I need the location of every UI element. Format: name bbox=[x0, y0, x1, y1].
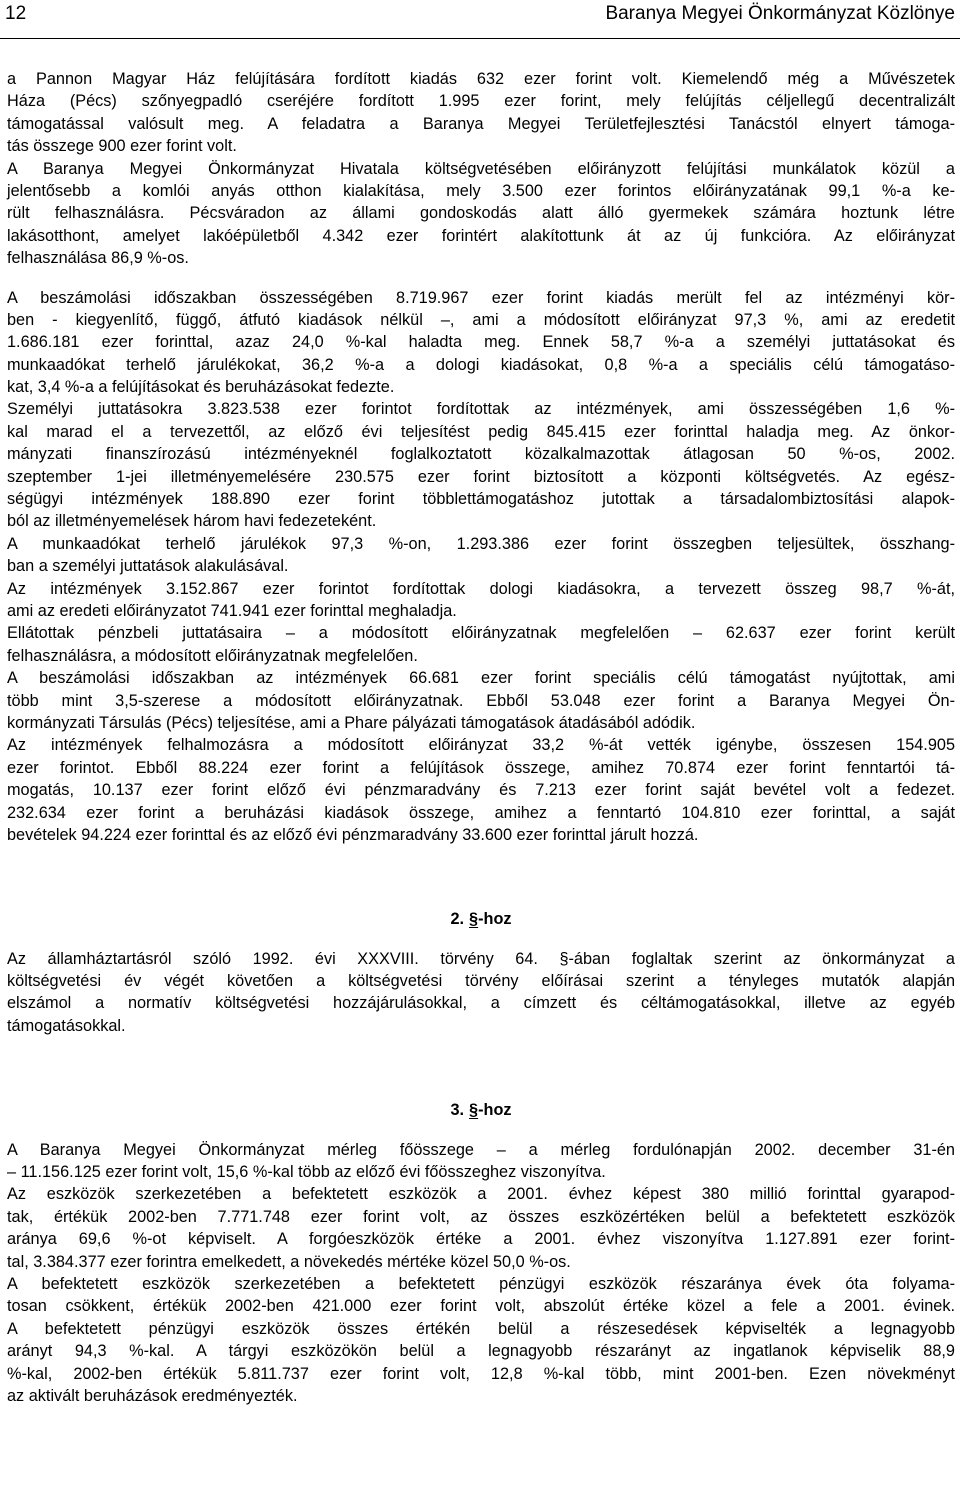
text-line: a Pannon Magyar Ház felújítására fordított kiadás 632 ezer forint volt. Kiemelendő még a Művészetek bbox=[7, 70, 955, 88]
text-line: ból az illetményemelések három havi fedezeteként. bbox=[7, 512, 377, 531]
text-line: bevételek 94.224 ezer forinttal és az előző évi pénzmaradvány 33.600 ezer forinttal járult hozzá. bbox=[7, 825, 699, 844]
section-heading bbox=[7, 908, 955, 930]
text-line: jelentősebb a komlói anyás otthon kialakítása, mely 3.500 ezer forintos előirányzatának 99,1 %-a ke- bbox=[7, 181, 955, 200]
page-number: 12 bbox=[5, 3, 27, 24]
text-line: Ellátottak pénzbeli juttatásaira – a módosított előirányzatnak megfelelően – 62.637 ezer forint került bbox=[7, 624, 955, 643]
text-line: munkaadókat terhelő járulékokat, 36,2 %-a a dologi kiadásokat, 0,8 %-a a speciális célú támogatáso- bbox=[7, 355, 955, 374]
text-line: az aktivált beruházások eredményezték. bbox=[7, 1386, 298, 1405]
paragraph bbox=[7, 287, 955, 847]
section-label: §-hoz bbox=[469, 910, 512, 929]
paragraph-spacer bbox=[7, 270, 955, 287]
text-line: tás összege 900 ezer forint volt. bbox=[7, 137, 237, 156]
text-line: Háza (Pécs) szőnyegpadló cseréjére fordított 1.995 ezer forint, mely felújítás céljellegű decentralizált bbox=[7, 92, 955, 111]
paragraph bbox=[7, 1139, 955, 1408]
paragraph-spacer bbox=[7, 931, 955, 948]
paragraph-spacer bbox=[7, 1122, 955, 1139]
document-body bbox=[7, 68, 955, 1407]
paragraph bbox=[7, 948, 955, 1038]
text-line: kat, 3,4 %-a a felújításokat és beruházásokat fedezte. bbox=[7, 378, 395, 397]
text-line: A beszámolási időszakban az intézmények 66.681 ezer forint speciális célú támogatást nyújtottak, ami bbox=[7, 669, 955, 688]
text-line: A befektetett pénzügyi eszközök összes értékén belül a részesedések képviselték a legnagyobb bbox=[7, 1319, 955, 1338]
section-spacer bbox=[7, 1037, 955, 1099]
text-line: – 11.156.125 ezer forint volt, 15,6 %-kal több az előző évi főösszeghez viszonyítva. bbox=[7, 1163, 606, 1182]
text-line: kormányzati Társulás (Pécs) teljesítése, ami a Phare pályázati támogatások átadásából adódik. bbox=[7, 713, 696, 732]
text-line: elszámol a normatív költségvetési hozzájárulásokkal, a címzett és céltámogatásokkal, illetve az egyéb bbox=[7, 994, 955, 1013]
text-line: mányzati finanszírozású intézményeknél foglalkoztatott közalkalmazottak átlagosan 50 %-os, 2002. bbox=[7, 445, 955, 464]
section-number: 3. bbox=[450, 1101, 465, 1120]
text-line: támogatásokkal. bbox=[7, 1016, 126, 1035]
text-line: 232.634 ezer forint a beruházási kiadások összege, amihez a fenntartó 104.810 ezer forinttal, a saját bbox=[7, 803, 955, 822]
text-line: felhasználása 86,9 %-os. bbox=[7, 249, 189, 268]
text-line: lakásotthont, amelyet lakóépületből 4.342 ezer forintért alakítottunk át az új funkcióra. Az előirányzat bbox=[7, 226, 955, 245]
section-spacer bbox=[7, 846, 955, 908]
text-line: szeptember 1-jei illetményemelésére 230.575 ezer forint biztosított a központi költségvetés. Az egész- bbox=[7, 467, 955, 486]
text-line: 1.686.181 ezer forinttal, azaz 24,0 %-kal haladta meg. Ennek 58,7 %-a a személyi juttatásokat és bbox=[7, 333, 955, 352]
text-line: tal, 3.384.377 ezer forintra emelkedett, a növekedés mértéke közel 50,0 %-os. bbox=[7, 1252, 571, 1271]
text-line: Személyi juttatásokra 3.823.538 ezer forintot fordítottak az intézmények, ami összességében 1,6 %- bbox=[7, 400, 955, 419]
text-line: Az államháztartásról szóló 1992. évi XXXVIII. törvény 64. §-ában foglaltak szerint az önkormányzat a bbox=[7, 949, 955, 968]
section-label: §-hoz bbox=[469, 1101, 512, 1120]
publication-title: Baranya Megyei Önkormányzat Közlönye bbox=[605, 3, 955, 24]
text-line: Az intézmények 3.152.867 ezer forintot fordítottak dologi kiadásokra, a tervezett összeg 98,7 %-át, bbox=[7, 579, 955, 598]
text-line: mogatás, 10.137 ezer forint előző évi pénzmaradvány és 7.213 ezer forint saját bevétel volt a fedezet. bbox=[7, 781, 955, 800]
text-line: aránya 69,6 %-ot képviselt. A forgóeszközök értéke a 2001. évhez viszonyítva 1.127.891 ezer forint- bbox=[7, 1230, 955, 1249]
text-line: A Baranya Megyei Önkormányzat Hivatala költségvetésében előirányzott felújítási munkálatok közül a bbox=[7, 159, 955, 178]
section-number: 2. bbox=[450, 910, 465, 929]
text-line: arányt 94,3 %-kal. A tárgyi eszközökön belül a legnagyobb részarányt az ingatlanok képviselik 88,9 bbox=[7, 1342, 955, 1361]
text-line: ben - kiegyenlítő, függő, átfutó kiadások nélkül –, ami a módosított előirányzat 97,3 %, ami az eredetit bbox=[7, 310, 955, 329]
text-line: tak, értékük 2002-ben 7.771.748 ezer forint volt, az összes eszközértéken belül a befektetett eszközök bbox=[7, 1207, 955, 1226]
text-line: kal marad el a tervezettől, az előző évi teljesítést pedig 845.415 ezer forinttal haladja meg. Az önkor- bbox=[7, 422, 955, 441]
text-line: A munkaadókat terhelő járulékok 97,3 %-on, 1.293.386 ezer forint összegben teljesültek, összhang- bbox=[7, 534, 955, 553]
text-line: Az eszközök szerkezetében a befektetett eszközök a 2001. évhez képest 380 millió forinttal gyarapod- bbox=[7, 1185, 955, 1204]
text-line: Az intézmények felhalmozásra a módosított előirányzat 33,2 %-át vették igénybe, összesen 154.905 bbox=[7, 736, 955, 755]
text-line: A Baranya Megyei Önkormányzat mérleg főösszege – a mérleg fordulónapján 2002. december 31-én bbox=[7, 1140, 955, 1159]
text-line: támogatással valósult meg. A feladatra a Baranya Megyei Területfejlesztési Tanácstól elnyert támoga- bbox=[7, 114, 955, 133]
text-line: rült felhasználásra. Pécsváradon az állami gondoskodás alatt álló gyermekek számára hoztunk létre bbox=[7, 204, 955, 223]
text-line: A beszámolási időszakban összességében 8.719.967 ezer forint kiadás merült fel az intézményi kör- bbox=[7, 288, 955, 307]
paragraph bbox=[7, 68, 955, 270]
text-line: ami az eredeti előirányzatot 741.941 ezer forinttal meghaladja. bbox=[7, 601, 457, 620]
text-line: A befektetett eszközök szerkezetében a befektetett pénzügyi eszközök részaránya évek óta folyama- bbox=[7, 1274, 955, 1293]
text-line: felhasználásra, a módosított előirányzatnak megfelelően. bbox=[7, 646, 418, 665]
page-header bbox=[0, 0, 960, 39]
text-line: ezer forintot. Ebből 88.224 ezer forint a felújítások összege, amihez 70.874 ezer forint fenntartói tá- bbox=[7, 758, 955, 777]
text-line: több mint 3,5-szerese a módosított előirányzatnak. Ebből 53.048 ezer forint a Baranya Megyei Ön- bbox=[7, 691, 955, 710]
text-line: ban a személyi juttatások alakulásával. bbox=[7, 557, 289, 576]
text-line: ségügyi intézmények 188.890 ezer forint többlettámogatáshoz jutottak a társadalombiztosítási alapok- bbox=[7, 490, 955, 509]
section-heading bbox=[7, 1099, 955, 1121]
text-line: költségvetési év végét követően a költségvetési törvény előírásai szerint a tényleges mutatók alapján bbox=[7, 972, 955, 991]
text-line: %-kal, 2002-ben értékük 5.811.737 ezer forint volt, 12,8 %-kal több, mint 2001-ben. Ezen növekményt bbox=[7, 1364, 955, 1383]
text-line: tosan csökkent, értékük 2002-ben 421.000 ezer forint volt, abszolút értéke közel a fele a 2001. évinek. bbox=[7, 1297, 955, 1316]
